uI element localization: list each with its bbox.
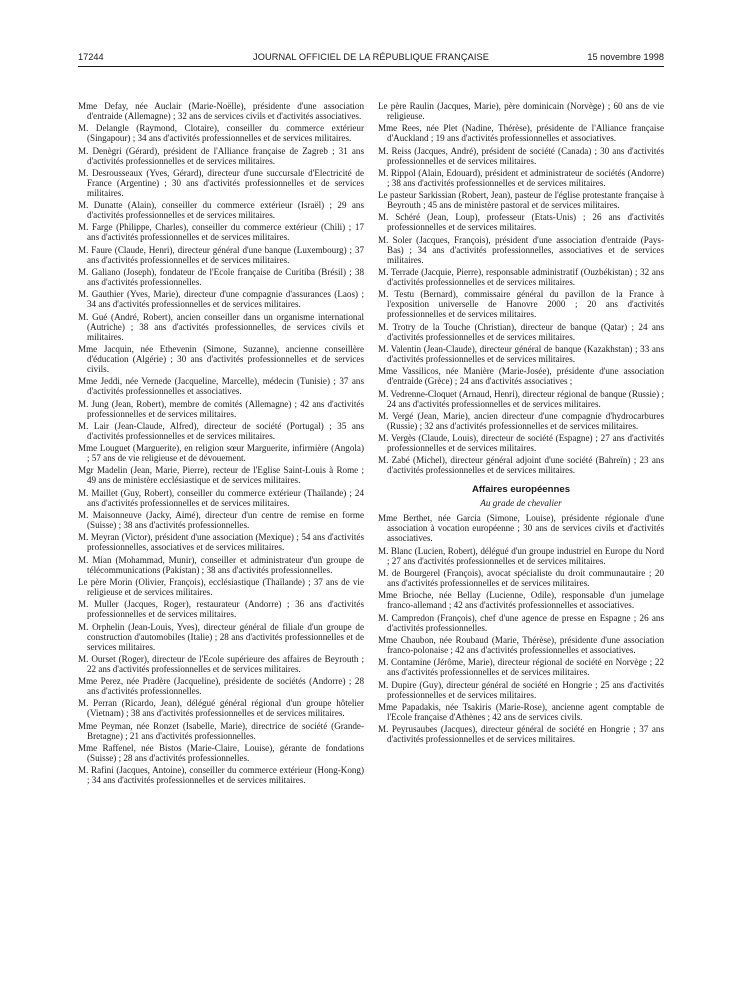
entry: M. Galiano (Joseph), fondateur de l'Ecole française de Curitiba (Brésil) ; 38 ans d'activités professionnelles. bbox=[78, 267, 364, 288]
section-title: Affaires européennes bbox=[471, 484, 571, 496]
entry: Mme Louguet (Marguerite), en religion sœur Marguerite, infirmière (Angola) ; 57 ans de vie religieuse et de dévouement. bbox=[78, 443, 364, 464]
journal-title: JOURNAL OFFICIEL DE LA RÉPUBLIQUE FRANÇAISE bbox=[253, 52, 489, 62]
entry: M. Soler (Jacques, François), président d'une association d'entraide (Pays-Bas) ; 34 ans d'activités professionnelles, associatives et de services militaires. bbox=[378, 234, 664, 265]
entry: M. Campredon (François), chef d'une agence de presse en Espagne ; 26 ans d'activités professionnelles. bbox=[378, 612, 664, 633]
entry: M. Schéré (Jean, Loup), professeur (Etats-Unis) ; 26 ans d'activités professionnelles et de services militaires. bbox=[378, 212, 664, 233]
entry: Mme Chaubon, née Roubaud (Marie, Thérèse), présidente d'une association franco-polonaise ; 42 ans d'activités professionnelles et associatives. bbox=[378, 634, 664, 655]
entry: M. Desrousseaux (Yves, Gérard), directeur d'une succursale d'Electricité de France (Argentine) ; 30 ans d'activités professionnelles et de services militaires. bbox=[78, 167, 364, 198]
entry: Mme Vassilicos, née Manière (Marie-Josée), présidente d'une association d'entraide (Grèce) ; 24 ans d'activités associatives ; bbox=[378, 366, 664, 387]
entry: Mme Brioche, née Bellay (Lucienne, Odile), responsable d'un jumelage franco-allemand ; 42 ans d'activités professionnelles et associatives. bbox=[378, 590, 664, 611]
entry: M. Perran (Ricardo, Jean), délégué général régional d'un groupe hôtelier (Vietnam) ; 38 ans d'activités professionnelles et de services militaires. bbox=[78, 698, 364, 719]
entry: Mme Raffenel, née Bistos (Marie-Claire, Louise), gérante de fondations (Suisse) ; 28 ans d'activités professionnelles. bbox=[78, 743, 364, 764]
entry: M. Ourset (Roger), directeur de l'Ecole supérieure des affaires de Beyrouth ; 22 ans d'activités professionnelles et de services militaires. bbox=[78, 653, 364, 674]
entry: M. Rafini (Jacques, Antoine), conseiller du commerce extérieur (Hong-Kong) ; 34 ans d'activités professionnelles et de services militaires. bbox=[78, 765, 364, 786]
entry: M. Reiss (Jacques, André), président de société (Canada) ; 30 ans d'activités professionnelles et de services militaires. bbox=[378, 145, 664, 166]
entry: M. Testu (Bernard), commissaire général du pavillon de la France à l'exposition universelle de Hanovre 2000 ; 20 ans d'activités professionnelles et de services militaires. bbox=[378, 289, 664, 320]
entry: Le pasteur Sarkissian (Robert, Jean), pasteur de l'église protestante française à Beyrouth ; 45 ans de ministère pastoral et de services militaires. bbox=[378, 190, 664, 211]
entry: M. Mian (Mohammad, Munir), conseiller et administrateur d'un groupe de télécommunications (Pakistan) ; 38 ans d'activités professionnelles. bbox=[78, 554, 364, 575]
entry: M. Maisonneuve (Jacky, Aimé), directeur d'un centre de remise en forme (Suisse) ; 38 ans d'activités professionnelles. bbox=[78, 510, 364, 531]
entry: M. Meyran (Victor), président d'une association (Mexique) ; 54 ans d'activités professionnelles, associatives et de services militaires. bbox=[78, 532, 364, 553]
issue-date: 15 novembre 1998 bbox=[587, 52, 664, 62]
entry: Mme Jacquin, née Ethevenin (Simone, Suzanne), ancienne conseillère d'éducation (Algérie) ; 30 ans d'activités professionnelles et de services civils. bbox=[78, 343, 364, 374]
entry: M. Orphelin (Jean-Louis, Yves), directeur général de filiale d'un groupe de construction d'automobiles (Italie) ; 28 ans d'activités professionnelles et de services militaires. bbox=[78, 621, 364, 652]
entry: M. Delangle (Raymond, Clotaire), conseiller du commerce extérieur (Singapour) ; 34 ans d'activités professionnelles et de services militaires. bbox=[78, 123, 364, 144]
entry: M. Gauthier (Yves, Marie), directeur d'une compagnie d'assurances (Laos) ; 34 ans d'activités professionnelles et de services militaires. bbox=[78, 289, 364, 310]
entry: Mme Peyman, née Ronzet (Isabelle, Marie), directrice de société (Grande-Bretagne) ; 21 ans d'activités professionnelles. bbox=[78, 720, 364, 741]
entry: M. Peyrusaubes (Jacques), directeur général de société en Hongrie ; 37 ans d'activités professionnelles et de services militaires. bbox=[378, 724, 664, 745]
entry: M. Denègri (Gérard), président de l'Alliance française de Zagreb ; 31 ans d'activités professionnelles et de services militaires. bbox=[78, 145, 364, 166]
section-subtitle: Au grade de chevalier bbox=[480, 498, 562, 509]
entry: Mme Rees, née Plet (Nadine, Thérèse), présidente de l'Alliance française d'Auckland ; 19 ans d'activités professionnelles et associatives. bbox=[378, 123, 664, 144]
entry: M. Dupire (Guy), directeur général de société en Hongrie ; 25 ans d'activités professionnelles et de services militaires. bbox=[378, 679, 664, 700]
entry: M. Maillet (Guy, Robert), conseiller du commerce extérieur (Thaïlande) ; 24 ans d'activités professionnelles et de services militaires. bbox=[78, 487, 364, 508]
right-column bbox=[378, 101, 664, 746]
entry: M. Lair (Jean-Claude, Alfred), directeur de société (Portugal) ; 35 ans d'activités professionnelles et de services militaires. bbox=[78, 420, 364, 441]
entry: M. Zabé (Michel), directeur général adjoint d'une société (Bahreïn) ; 23 ans d'activités professionnelles et de services militaires. bbox=[378, 455, 664, 476]
entry: Mme Jeddi, née Vernede (Jacqueline, Marcelle), médecin (Tunisie) ; 37 ans d'activités professionnelles et associatives. bbox=[78, 376, 364, 397]
page-header bbox=[78, 52, 664, 66]
left-column bbox=[78, 101, 364, 788]
entry: Mme Papadakis, née Tsakiris (Marie-Rose), ancienne agent comptable de l'Ecole française d'Athènes ; 42 ans de services civils. bbox=[378, 701, 664, 722]
entry: Mgr Madelin (Jean, Marie, Pierre), recteur de l'Eglise Saint-Louis à Rome ; 49 ans de ministère ecclésiastique et de services militaires. bbox=[78, 465, 364, 486]
entry: M. Vergé (Jean, Marie), ancien directeur d'une compagnie d'hydrocarbures (Russie) ; 32 ans d'activités professionnelles et de services militaires. bbox=[378, 410, 664, 431]
right-column-entries bbox=[378, 101, 664, 475]
entry: Mme Defay, née Auclair (Marie-Noëlle), présidente d'une association d'entraide (Allemagne) ; 32 ans de services civils et d'activités associatives. bbox=[78, 101, 364, 121]
page-number: 17244 bbox=[78, 52, 104, 62]
section-entries bbox=[378, 513, 664, 744]
header-rule bbox=[78, 66, 664, 67]
entry: Le père Morin (Olivier, François), ecclésiastique (Thaïlande) ; 37 ans de vie religieuse et de services militaires. bbox=[78, 576, 364, 597]
entry: M. Contamine (Jérôme, Marie), directeur régional de société en Norvège ; 22 ans d'activités professionnelles et de services militaires. bbox=[378, 657, 664, 678]
entry: M. Blanc (Lucien, Robert), délégué d'un groupe industriel en Europe du Nord ; 27 ans d'activités professionnelles et de services militaires. bbox=[378, 545, 664, 566]
entry: M. Farge (Philippe, Charles), conseiller du commerce extérieur (Chili) ; 17 ans d'activités professionnelles et de services militaires. bbox=[78, 222, 364, 243]
entry: M. Valentin (Jean-Claude), directeur général de banque (Kazakhstan) ; 33 ans d'activités professionnelles et de services militaires. bbox=[378, 343, 664, 364]
entry: Mme Perez, née Pradère (Jacqueline), présidente de sociétés (Andorre) ; 28 ans d'activités professionnelles. bbox=[78, 676, 364, 697]
entry: M. de Bourgerel (François), avocat spécialiste du droit communautaire ; 20 ans d'activités professionnelles et de services militaires. bbox=[378, 568, 664, 589]
entry: M. Jung (Jean, Robert), membre de comités (Allemagne) ; 42 ans d'activités professionnelles et de services militaires. bbox=[78, 398, 364, 419]
entry: M. Faure (Claude, Henri), directeur général d'une banque (Luxembourg) ; 37 ans d'activités professionnelles et de services militaires. bbox=[78, 244, 364, 265]
entry: Le père Raulin (Jacques, Marie), père dominicain (Norvège) ; 60 ans de vie religieuse. bbox=[378, 101, 664, 121]
entry: M. Rippol (Alain, Edouard), président et administrateur de sociétés (Andorre) ; 38 ans d'activités professionnelles et de services militaires. bbox=[378, 167, 664, 188]
entry: M. Vedrenne-Cloquet (Arnaud, Henri), directeur régional de banque (Russie) ; 24 ans d'activités professionnelles et de services militaires. bbox=[378, 388, 664, 409]
entry: M. Terrade (Jacquie, Pierre), responsable administratif (Ouzbékistan) ; 32 ans d'activités professionnelles et de services militaires. bbox=[378, 267, 664, 288]
entry: M. Muller (Jacques, Roger), restaurateur (Andorre) ; 36 ans d'activités professionnelles et de services militaires. bbox=[78, 599, 364, 620]
entry: M. Gué (André, Robert), ancien conseiller dans un organisme international (Autriche) ; 38 ans d'activités professionnelles, de services civils et militaires. bbox=[78, 311, 364, 342]
entry: M. Trotry de la Touche (Christian), directeur de banque (Qatar) ; 24 ans d'activités professionnelles et de services militaires. bbox=[378, 321, 664, 342]
entry: Mme Berthet, née Garcia (Simone, Louise), présidente régionale d'une association à vocation européenne ; 30 ans de services civils et d'activités associatives. bbox=[378, 513, 664, 544]
entry: M. Dunatte (Alain), conseiller du commerce extérieur (Israël) ; 29 ans d'activités professionnelles et de services militaires. bbox=[78, 200, 364, 221]
entry: M. Vergès (Claude, Louis), directeur de société (Espagne) ; 27 ans d'activités professionnelles et de services militaires. bbox=[378, 433, 664, 454]
